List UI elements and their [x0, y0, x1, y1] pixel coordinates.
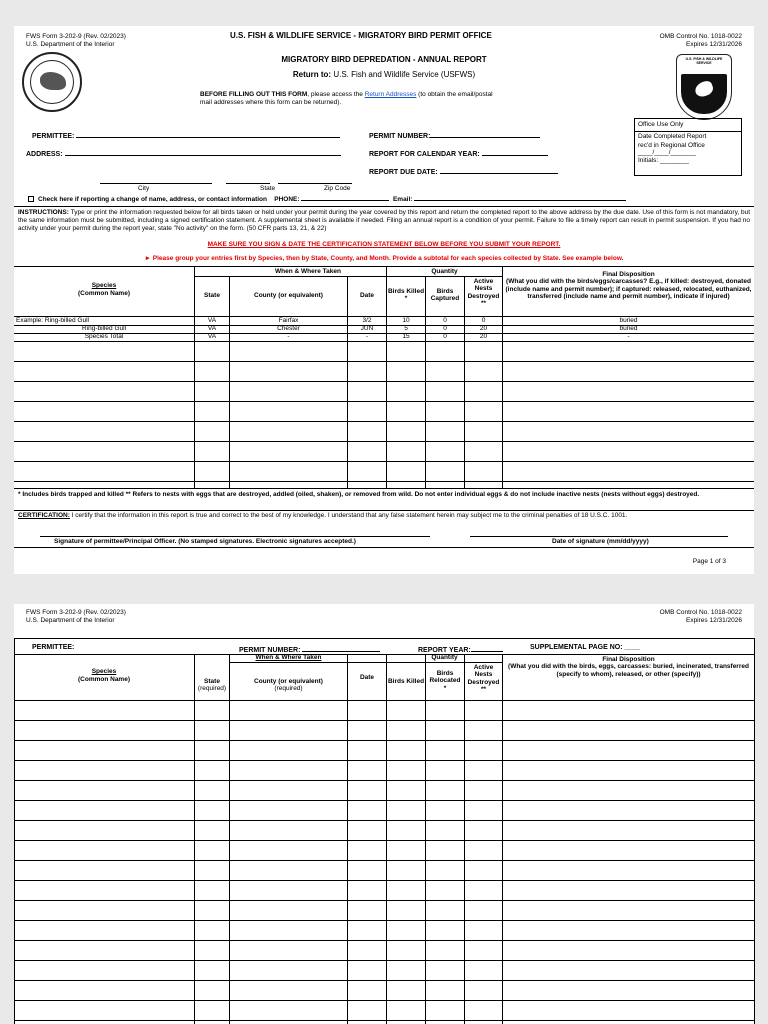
signature-field[interactable]: Signature of permittee/Principal Officer. (No stamped signatures. Electronic signatures accepted.)	[54, 538, 356, 545]
nests-header: Active Nests Destroyed **	[467, 278, 500, 308]
form-id-2: FWS Form 3-202-9 (Rev. 02/2023)	[26, 609, 126, 616]
certification: CERTIFICATION: I certify that the information in this report is true and correct to the best of my knowledge. I understand that any false statement herein may subject me to the criminal penalties of 18 U.S.C. 1001.	[18, 512, 628, 519]
page-number: Page 1 of 3	[692, 558, 726, 565]
quantity-header-2: Quantity	[431, 654, 458, 661]
example-cell: Example: Ring-billed Gull	[16, 317, 89, 324]
table-row[interactable]	[14, 780, 754, 800]
state-header-2: State (required)	[197, 678, 227, 693]
example-cell: Fairfax	[278, 317, 299, 324]
example-cell: 20	[479, 333, 488, 340]
example-cell: -	[365, 333, 369, 340]
date-header-2: Date	[359, 674, 375, 681]
address-field[interactable]: ADDRESS:	[26, 148, 341, 159]
table-row[interactable]	[14, 840, 754, 860]
when-where-header-2: When & Where Taken	[255, 654, 322, 661]
when-where-header: When & Where Taken	[275, 268, 341, 275]
example-cell: JUN	[360, 325, 374, 332]
table-row[interactable]	[14, 1000, 754, 1020]
final-disposition-header-2: Final Disposition (What you did with the birds, eggs, carcasses: buried, incinerated, transferred (specify to whom), released, or other (specify))	[508, 656, 749, 678]
quantity-header: Quantity	[431, 268, 458, 275]
table-row[interactable]	[14, 461, 754, 481]
county-header: County (or equivalent)	[254, 292, 323, 299]
permittee-field[interactable]: PERMITTEE:	[32, 130, 340, 141]
example-cell: 0	[481, 317, 486, 324]
table-row[interactable]	[14, 421, 754, 441]
department: U.S. Department of the Interior	[26, 41, 115, 48]
example-cell: 5	[404, 325, 408, 332]
birds-captured-header: Birds Captured	[430, 288, 460, 303]
example-cell: 15	[402, 333, 410, 340]
return-to: Return to: U.S. Fish and Wildlife Service (USFWS)	[292, 70, 476, 79]
grouping-note: ► Please group your entries first by Species, then by State, County, and Month. Provide a subtotal for each species collected by State. See example below.	[144, 255, 624, 262]
omb-number: OMB Control No. 1018-0022	[659, 33, 742, 40]
final-disposition-header: Final Disposition (What you did with the birds/eggs/carcasses? E.g., if killed: destroyed, donated (include name and permit number); if captured: released, relocated, euthanized, transferred (include name and permit number), indicate if injured)	[505, 271, 752, 301]
permittee-field-2[interactable]: PERMITTEE:	[32, 644, 75, 651]
example-cell: 0	[443, 325, 447, 332]
table-row[interactable]	[14, 700, 754, 720]
example-cell: VA	[207, 325, 217, 332]
table-row[interactable]	[14, 720, 754, 740]
due-date-field[interactable]: REPORT DUE DATE:	[369, 166, 558, 177]
permit-number-field-2[interactable]: PERMIT NUMBER:	[239, 644, 380, 655]
table-row[interactable]	[14, 860, 754, 880]
example-cell: 3/2	[362, 317, 372, 324]
footnote: * Includes birds trapped and killed ** Refers to nests with eggs that are destroyed, addled (oiled, shaken), or removed from wild. Do not enter individual eggs & do not include inactive nests (nests without eggs) destroyed.	[18, 491, 700, 498]
form-page-2	[14, 604, 754, 1024]
table-row[interactable]	[14, 980, 754, 1000]
omb-number-2: OMB Control No. 1018-0022	[659, 609, 742, 616]
before-filling-note: BEFORE FILLING OUT THIS FORM, please access the Return Addresses (to obtain the email/postal mail addresses where this form can be returned).	[200, 91, 493, 106]
office-use-box: Office Use Only Date Completed Report rec'd in Regional Office ____/____/_______ Initials: ________	[634, 118, 742, 176]
nests-header-2: Active Nests Destroyed **	[467, 664, 500, 694]
date-header: Date	[359, 292, 375, 299]
fws-logo-icon: U.S. FISH & WILDLIFE SERVICE	[676, 54, 732, 120]
example-cell: 10	[402, 317, 410, 324]
signature-date-field[interactable]: Date of signature (mm/dd/yyyy)	[552, 538, 649, 545]
table-row[interactable]	[14, 361, 754, 381]
species-header: Species	[91, 282, 117, 289]
change-checkbox-row[interactable]: Check here if reporting a change of name, address, or contact information PHONE: Email:	[28, 193, 626, 204]
table-row[interactable]	[14, 800, 754, 820]
table-row[interactable]	[14, 401, 754, 421]
species-header-2: Species	[91, 668, 117, 675]
instructions: INSTRUCTIONS: Type or print the information requested below for all birds taken or held under your permit during the year covered by this report and return the completed report to the above address by the due date. Use of this form is not mandatory, but the same information must be submitted, including a signed certification statement. A supplemental sheet is available if needed. Filing an annual report is a condition of your permit. Failure to file a timely report can result in permit suspension. If you had no activity under your permit during the report year, state "No activity" on the form. (50 CFR parts 13, 21, & 22)	[18, 209, 750, 232]
example-cell: Ring-billed Gull	[81, 325, 127, 332]
agency-heading: U.S. FISH & WILDLIFE SERVICE - MIGRATORY BIRD PERMIT OFFICE	[230, 31, 492, 40]
common-name-header-2: (Common Name)	[77, 676, 130, 683]
table-row[interactable]	[14, 341, 754, 361]
example-cell: 0	[443, 333, 447, 340]
table-row[interactable]	[14, 940, 754, 960]
example-cell: VA	[207, 333, 217, 340]
expiration-date: Expires 12/31/2026	[685, 41, 742, 48]
example-cell: -	[627, 333, 630, 340]
birds-killed-header-2: Birds Killed	[387, 678, 425, 685]
table-row[interactable]	[14, 880, 754, 900]
state-header: State	[204, 292, 220, 299]
example-cell: buried	[619, 325, 638, 332]
common-name-header: (Common Name)	[77, 290, 130, 297]
phone-field: PHONE:	[274, 196, 300, 203]
table-row[interactable]	[14, 920, 754, 940]
form-id: FWS Form 3-202-9 (Rev. 02/2023)	[26, 33, 126, 40]
example-cell: 0	[443, 317, 447, 324]
calendar-year-field[interactable]: REPORT FOR CALENDAR YEAR:	[369, 148, 548, 159]
example-cell: buried	[619, 317, 638, 324]
table-row[interactable]	[14, 960, 754, 980]
doi-seal-icon	[22, 52, 82, 112]
table-row[interactable]	[14, 760, 754, 780]
table-row[interactable]	[14, 441, 754, 461]
city-label: City	[138, 185, 150, 192]
table-row[interactable]	[14, 900, 754, 920]
birds-killed-header: Birds Killed *	[387, 288, 425, 303]
expiration-date-2: Expires 12/31/2026	[685, 617, 742, 624]
permit-number-field[interactable]: PERMIT NUMBER:	[369, 130, 540, 141]
report-year-field[interactable]: REPORT YEAR:	[418, 644, 503, 655]
return-addresses-link[interactable]: Return Addresses	[364, 91, 417, 98]
zip-label: Zip Code	[324, 185, 351, 192]
table-row[interactable]	[14, 820, 754, 840]
table-row[interactable]	[14, 740, 754, 760]
example-cell: Species Total	[84, 333, 124, 340]
department-2: U.S. Department of the Interior	[26, 617, 115, 624]
birds-relocated-header: Birds Relocated *	[429, 670, 461, 692]
county-header-2: County (or equivalent) (required)	[254, 678, 323, 693]
form-page-1	[14, 26, 754, 574]
example-cell: -	[287, 333, 290, 340]
email-field: Email:	[392, 196, 413, 203]
supplemental-page-field[interactable]: SUPPLEMENTAL PAGE NO: ____	[530, 644, 641, 651]
example-cell: Chester	[277, 325, 300, 332]
sign-warning: MAKE SURE YOU SIGN & DATE THE CERTIFICATION STATEMENT BELOW BEFORE YOU SUBMIT YOUR REPORT.	[207, 241, 561, 248]
state-label: State	[260, 185, 276, 192]
example-cell: VA	[207, 317, 217, 324]
example-cell: 20	[479, 325, 488, 332]
table-row[interactable]	[14, 381, 754, 401]
change-checkbox[interactable]	[28, 196, 34, 202]
page-title: MIGRATORY BIRD DEPREDATION - ANNUAL REPORT	[281, 55, 487, 64]
